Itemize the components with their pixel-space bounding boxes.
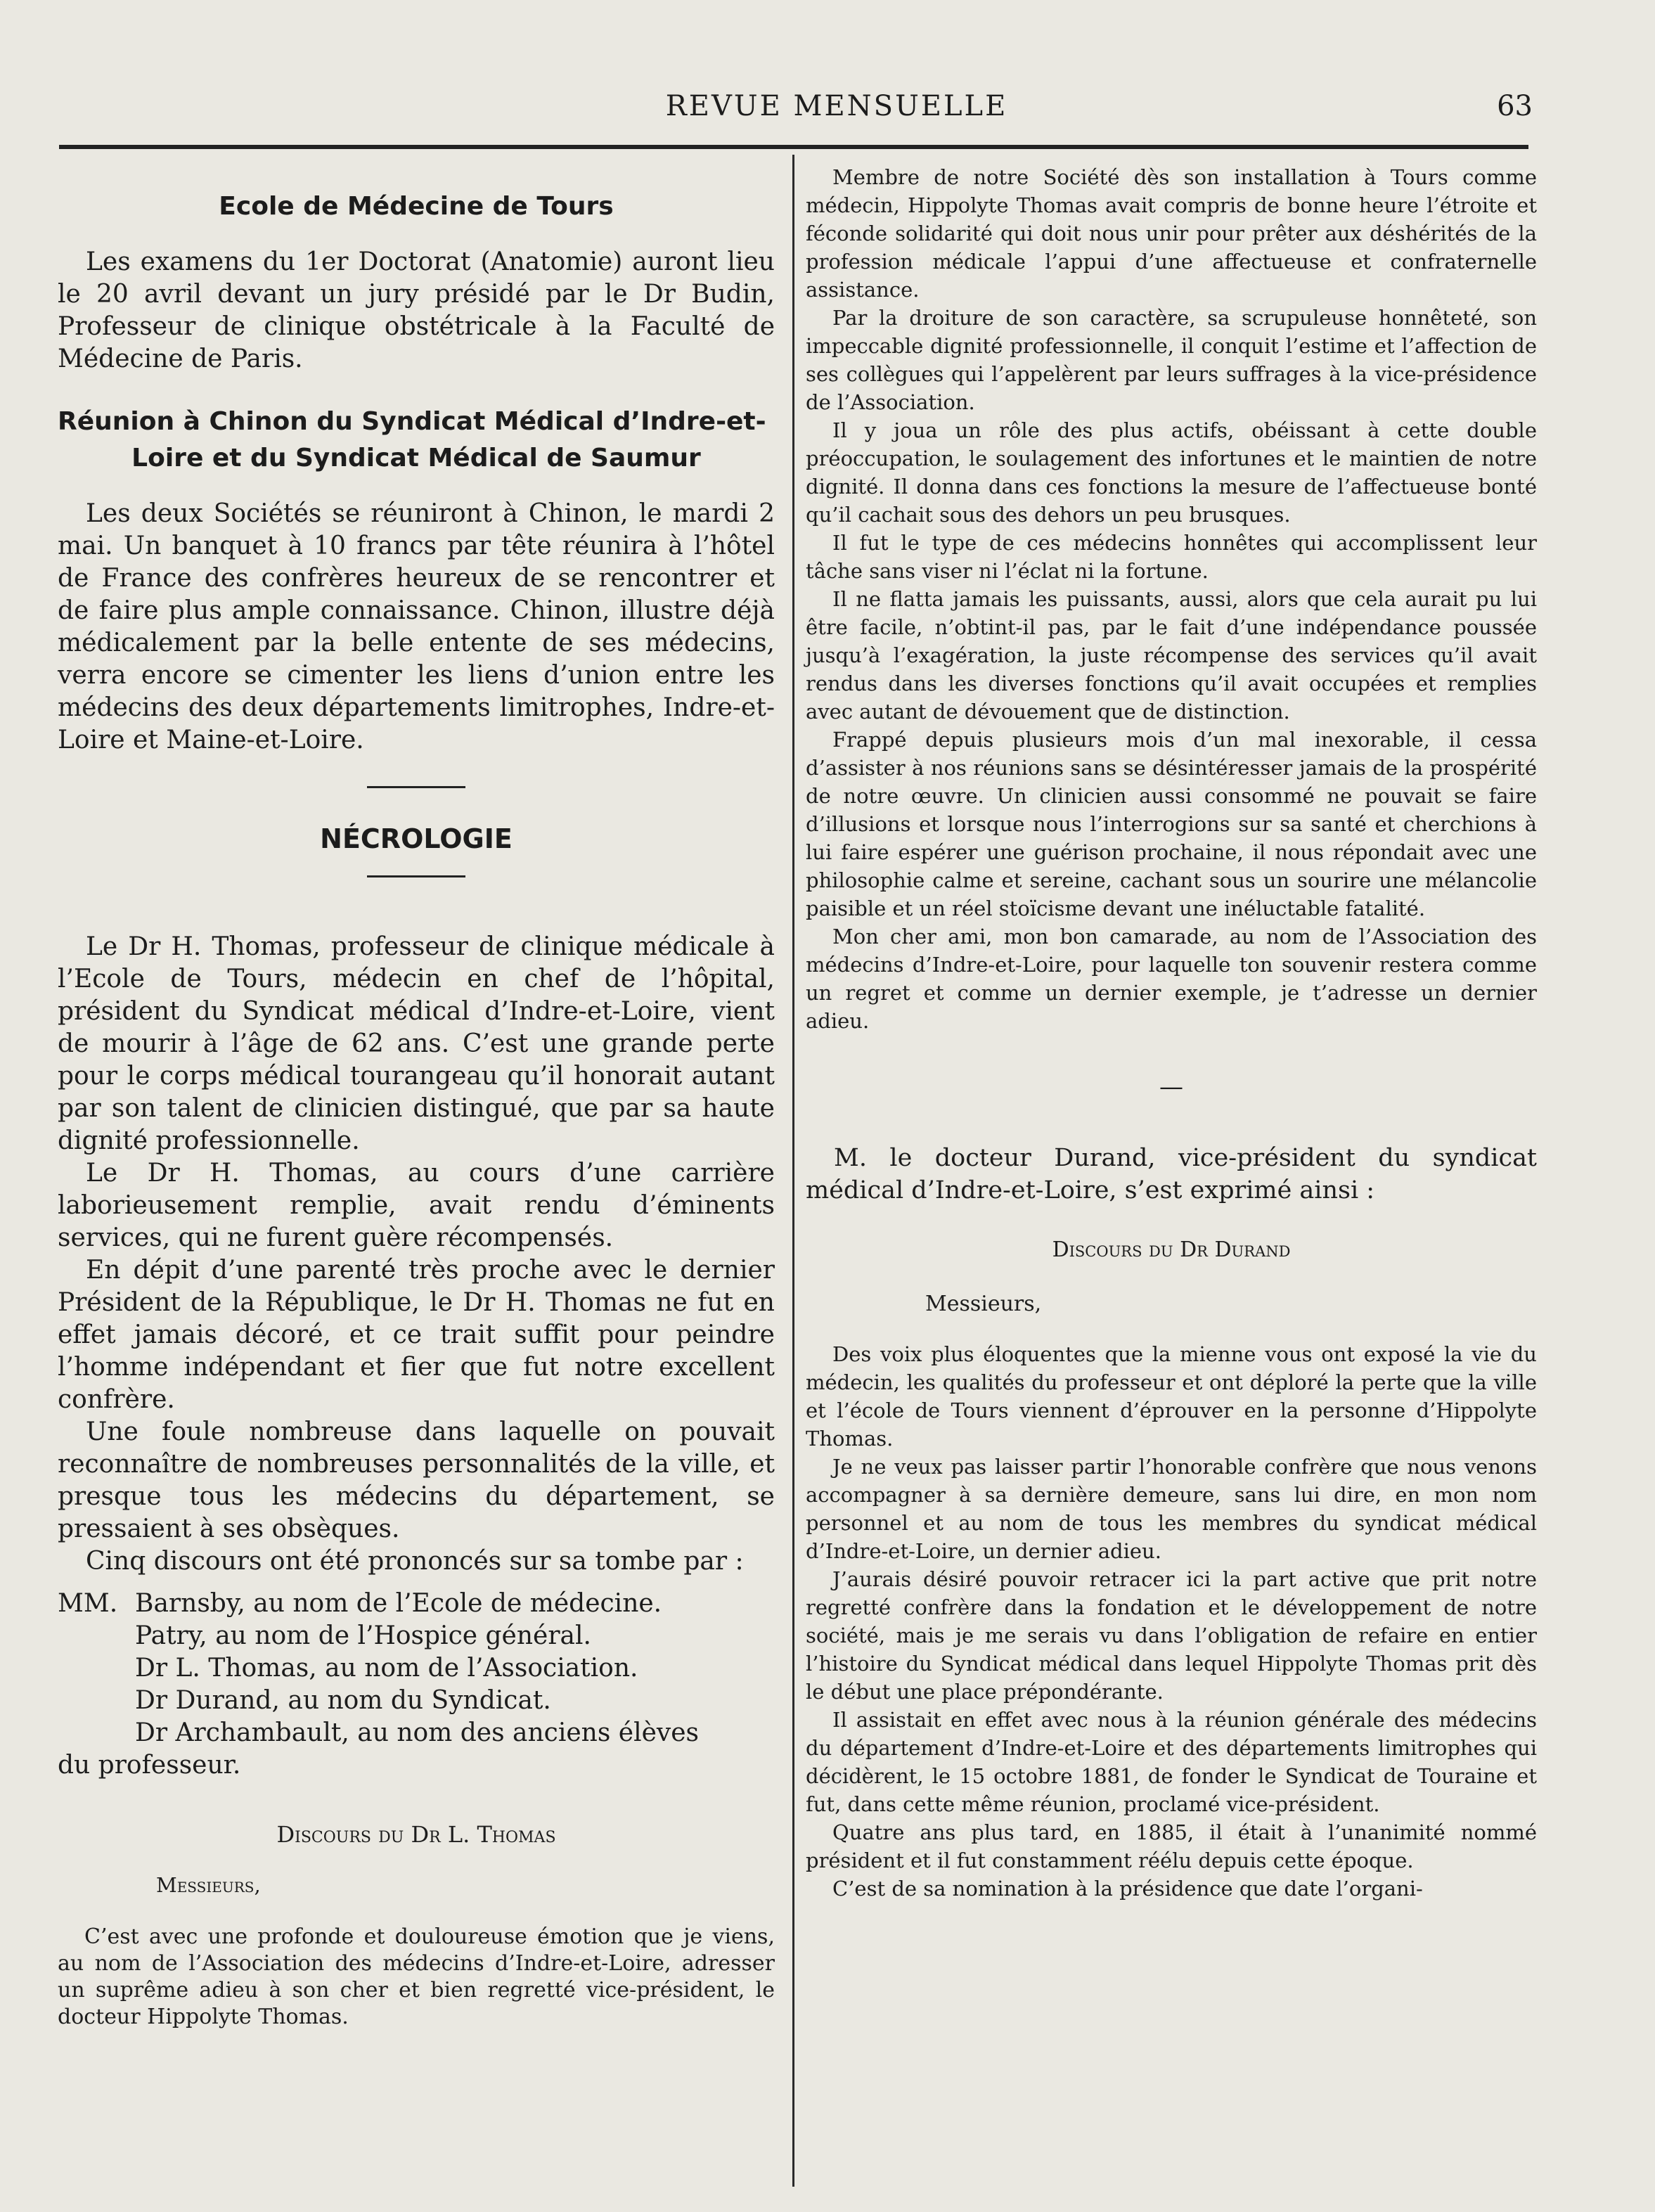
list-item	[58, 1685, 775, 1717]
running-header-title: REVUE MENSUELLE	[665, 90, 1008, 122]
thomas-speech-paragraph: Mon cher ami, mon bon camarade, au nom de l’Association des médecins d’Indre-et-Loire, pour laquelle ton souvenir restera comme un regret et comme un dernier exemple, je t’adresse un dernier adieu.	[806, 925, 1537, 1033]
thomas-speech-paragraph: Il y joua un rôle des plus actifs, obéissant à cette double préoccupation, le soulagement des infortunes et le maintien de notre dignité. Il donna dans ces fonctions la mesure de l’affectueuse bonté qu’il cachait sous des dehors un peu brusques.	[806, 418, 1537, 527]
necrologie-paragraph: Cinq discours ont été prononcés sur sa tombe par :	[86, 1547, 744, 1576]
durand-speech-paragraph: J’aurais désiré pouvoir retracer ici la part active que prit notre regretté confrère dans la fondation et le développement de notre société, mais je me serais vu dans l’obligation de refaire en entier l’histoire du Syndicat médical dans lequel Hippolyte Thomas prit dès le début une place prépondérante.	[806, 1567, 1537, 1704]
durand-speech-paragraph: Je ne veux pas laisser partir l’honorable confrère que nous venons accompagner à sa dernière demeure, sans lui dire, en mon nom personnel et au nom de tous les membres du syndicat médical d’Indre-et-Loire, un dernier adieu.	[806, 1455, 1537, 1563]
right-column	[806, 163, 1537, 1903]
speakers-prefix: MM.	[58, 1589, 118, 1618]
reunion-heading-line-1: Réunion à Chinon du Syndicat Médical d’Indre-et-	[58, 407, 766, 436]
ecole-heading: Ecole de Médecine de Tours	[219, 192, 614, 221]
speaker-entry: Dr L. Thomas, au nom de l’Association.	[135, 1654, 638, 1683]
reunion-heading-line-2: Loire et du Syndicat Médical de Saumur	[131, 444, 701, 472]
list-item	[58, 1588, 775, 1620]
thomas-speech-paragraph: Par la droiture de son caractère, sa scrupuleuse honnêteté, son impeccable dignité professionnelle, il conquit l’estime et l’affection de ses collègues qui l’appelèrent par leurs suffrages à la vice-présidence de l’Association.	[806, 306, 1537, 414]
speakers-tail: du professeur.	[58, 1751, 241, 1780]
left-column	[58, 163, 775, 2031]
speakers-list	[58, 1588, 775, 1782]
necrologie-paragraph: Une foule nombreuse dans laquelle on pouvait reconnaître de nombreuses personnalités de la ville, et presque tous les médecins du département, se pressaient à ses obsèques.	[58, 1417, 775, 1543]
discours-thomas-paragraph: C’est avec une profonde et douloureuse émotion que je viens, au nom de l’Association des médecins d’Indre-et-Loire, adresser un suprême adieu à son cher et bien regretté vice-président, le docteur Hippolyte Thomas.	[58, 1924, 775, 2029]
durand-intro: M. le docteur Durand, vice-président du syndicat médical d’Indre-et-Loire, s’est exprimé ainsi :	[806, 1144, 1537, 1204]
thomas-speech-paragraph: Il ne flatta jamais les puissants, aussi, alors que cela aurait pu lui être facile, n’obtint-il pas, par le fait d’une indépendance poussée jusqu’à l’exagération, la juste récompense des services qu’il avait rendus dans les diverses fonctions qu’il avait occupées et remplies avec autant de dévouement que de distinction.	[806, 587, 1537, 724]
discours-durand-salutation: Messieurs,	[925, 1292, 1042, 1316]
durand-speech-paragraph: C’est de sa nomination à la présidence que date l’organi-	[832, 1877, 1423, 1901]
discours-thomas-title: Discours du Dr L. Thomas	[276, 1821, 556, 1848]
section-rule	[367, 875, 465, 877]
speaker-entry: Patry, au nom de l’Hospice général.	[135, 1621, 591, 1650]
separator-dash: —	[1159, 1073, 1183, 1101]
thomas-speech-paragraph: Membre de notre Société dès son installation à Tours comme médecin, Hippolyte Thomas avait compris de bonne heure l’étroite et féconde solidarité qui doit nous unir pour prêter aux déshérités de la profession médicale l’appui d’une affectueuse et confraternelle assistance.	[806, 165, 1537, 302]
thomas-speech-paragraph: Il fut le type de ces médecins honnêtes qui accomplissent leur tâche sans viser ni l’éclat ni la fortune.	[806, 531, 1537, 583]
list-item	[58, 1717, 775, 1749]
thomas-speech-paragraph: Frappé depuis plusieurs mois d’un mal inexorable, il cessa d’assister à nos réunions sans se désintéresser jamais de la prospérité de notre œuvre. Un clinicien aussi consommé ne pouvait se faire d’illusions et lorsque nous l’interrogions sur sa santé et cherchions à lui faire espérer une guérison prochaine, il nous répondait avec une philosophie calme et sereine, cachant sous un sourire une mélancolie paisible et un réel stoïcisme devant une inéluctable fatalité.	[806, 728, 1537, 920]
necrologie-paragraph: Le Dr H. Thomas, professeur de clinique médicale à l’Ecole de Tours, médecin en chef de l’hôpital, président du Syndicat médical d’Indre-et-Loire, vient de mourir à l’âge de 62 ans. C’est une grande perte pour le corps médical tourangeau qu’il honorait autant par son talent de clinicien distingué, que par sa haute dignité professionnelle.	[58, 932, 775, 1155]
speaker-entry: Dr Archambault, au nom des anciens élèves	[135, 1718, 700, 1747]
durand-speech-paragraph: Quatre ans plus tard, en 1885, il était à l’unanimité nommé président et il fut constamment réélu depuis cette époque.	[806, 1820, 1537, 1872]
necrologie-heading: NÉCROLOGIE	[320, 823, 513, 854]
page-number: 63	[1497, 90, 1533, 122]
ecole-paragraph: Les examens du 1er Doctorat (Anatomie) auront lieu le 20 avril devant un jury présidé par le Dr Budin, Professeur de clinique obstétricale à la Faculté de Médecine de Paris.	[58, 247, 775, 373]
discours-durand-title: Discours du Dr Durand	[1052, 1237, 1291, 1262]
speaker-entry: Barnsby, au nom de l’Ecole de médecine.	[135, 1589, 662, 1618]
necrologie-paragraph: Le Dr H. Thomas, au cours d’une carrière laborieusement remplie, avait rendu d’éminents services, qui ne furent guère récompensés.	[58, 1159, 775, 1252]
list-item	[58, 1620, 775, 1652]
header-rule	[59, 145, 1528, 149]
discours-thomas-salutation: Messieurs,	[156, 1873, 261, 1897]
necrologie-paragraph: En dépit d’une parenté très proche avec le dernier Président de la République, le Dr H. Thomas ne fut en effet jamais décoré, et ce trait suffit pour peindre l’homme indépendant et fier que fut notre excellent confrère.	[58, 1256, 775, 1414]
durand-speech-paragraph: Des voix plus éloquentes que la mienne vous ont exposé la vie du médecin, les qualités du professeur et ont déploré la perte que la ville et l’école de Tours viennent d’éprouver en la personne d’Hippolyte Thomas.	[806, 1342, 1537, 1451]
list-item	[58, 1652, 775, 1685]
reunion-paragraph: Les deux Sociétés se réuniront à Chinon, le mardi 2 mai. Un banquet à 10 francs par tête réunira à l’hôtel de France des confrères heureux de se rencontrer et de faire plus ample connaissance. Chinon, illustre déjà médicalement par la belle entente de ses médecins, verra encore se cimenter les liens d’union entre les médecins des deux départements limitrophes, Indre-et-Loire et Maine-et-Loire.	[58, 499, 775, 754]
section-rule	[367, 786, 465, 788]
durand-speech-paragraph: Il assistait en effet avec nous à la réunion générale des médecins du département d’Indre-et-Loire et des départements limitrophes qui décidèrent, le 15 octobre 1881, de fonder le Syndicat de Touraine et fut, dans cette même réunion, proclamé vice-président.	[806, 1708, 1537, 1816]
column-divider	[792, 155, 794, 2187]
speaker-entry: Dr Durand, au nom du Syndicat.	[135, 1686, 551, 1715]
